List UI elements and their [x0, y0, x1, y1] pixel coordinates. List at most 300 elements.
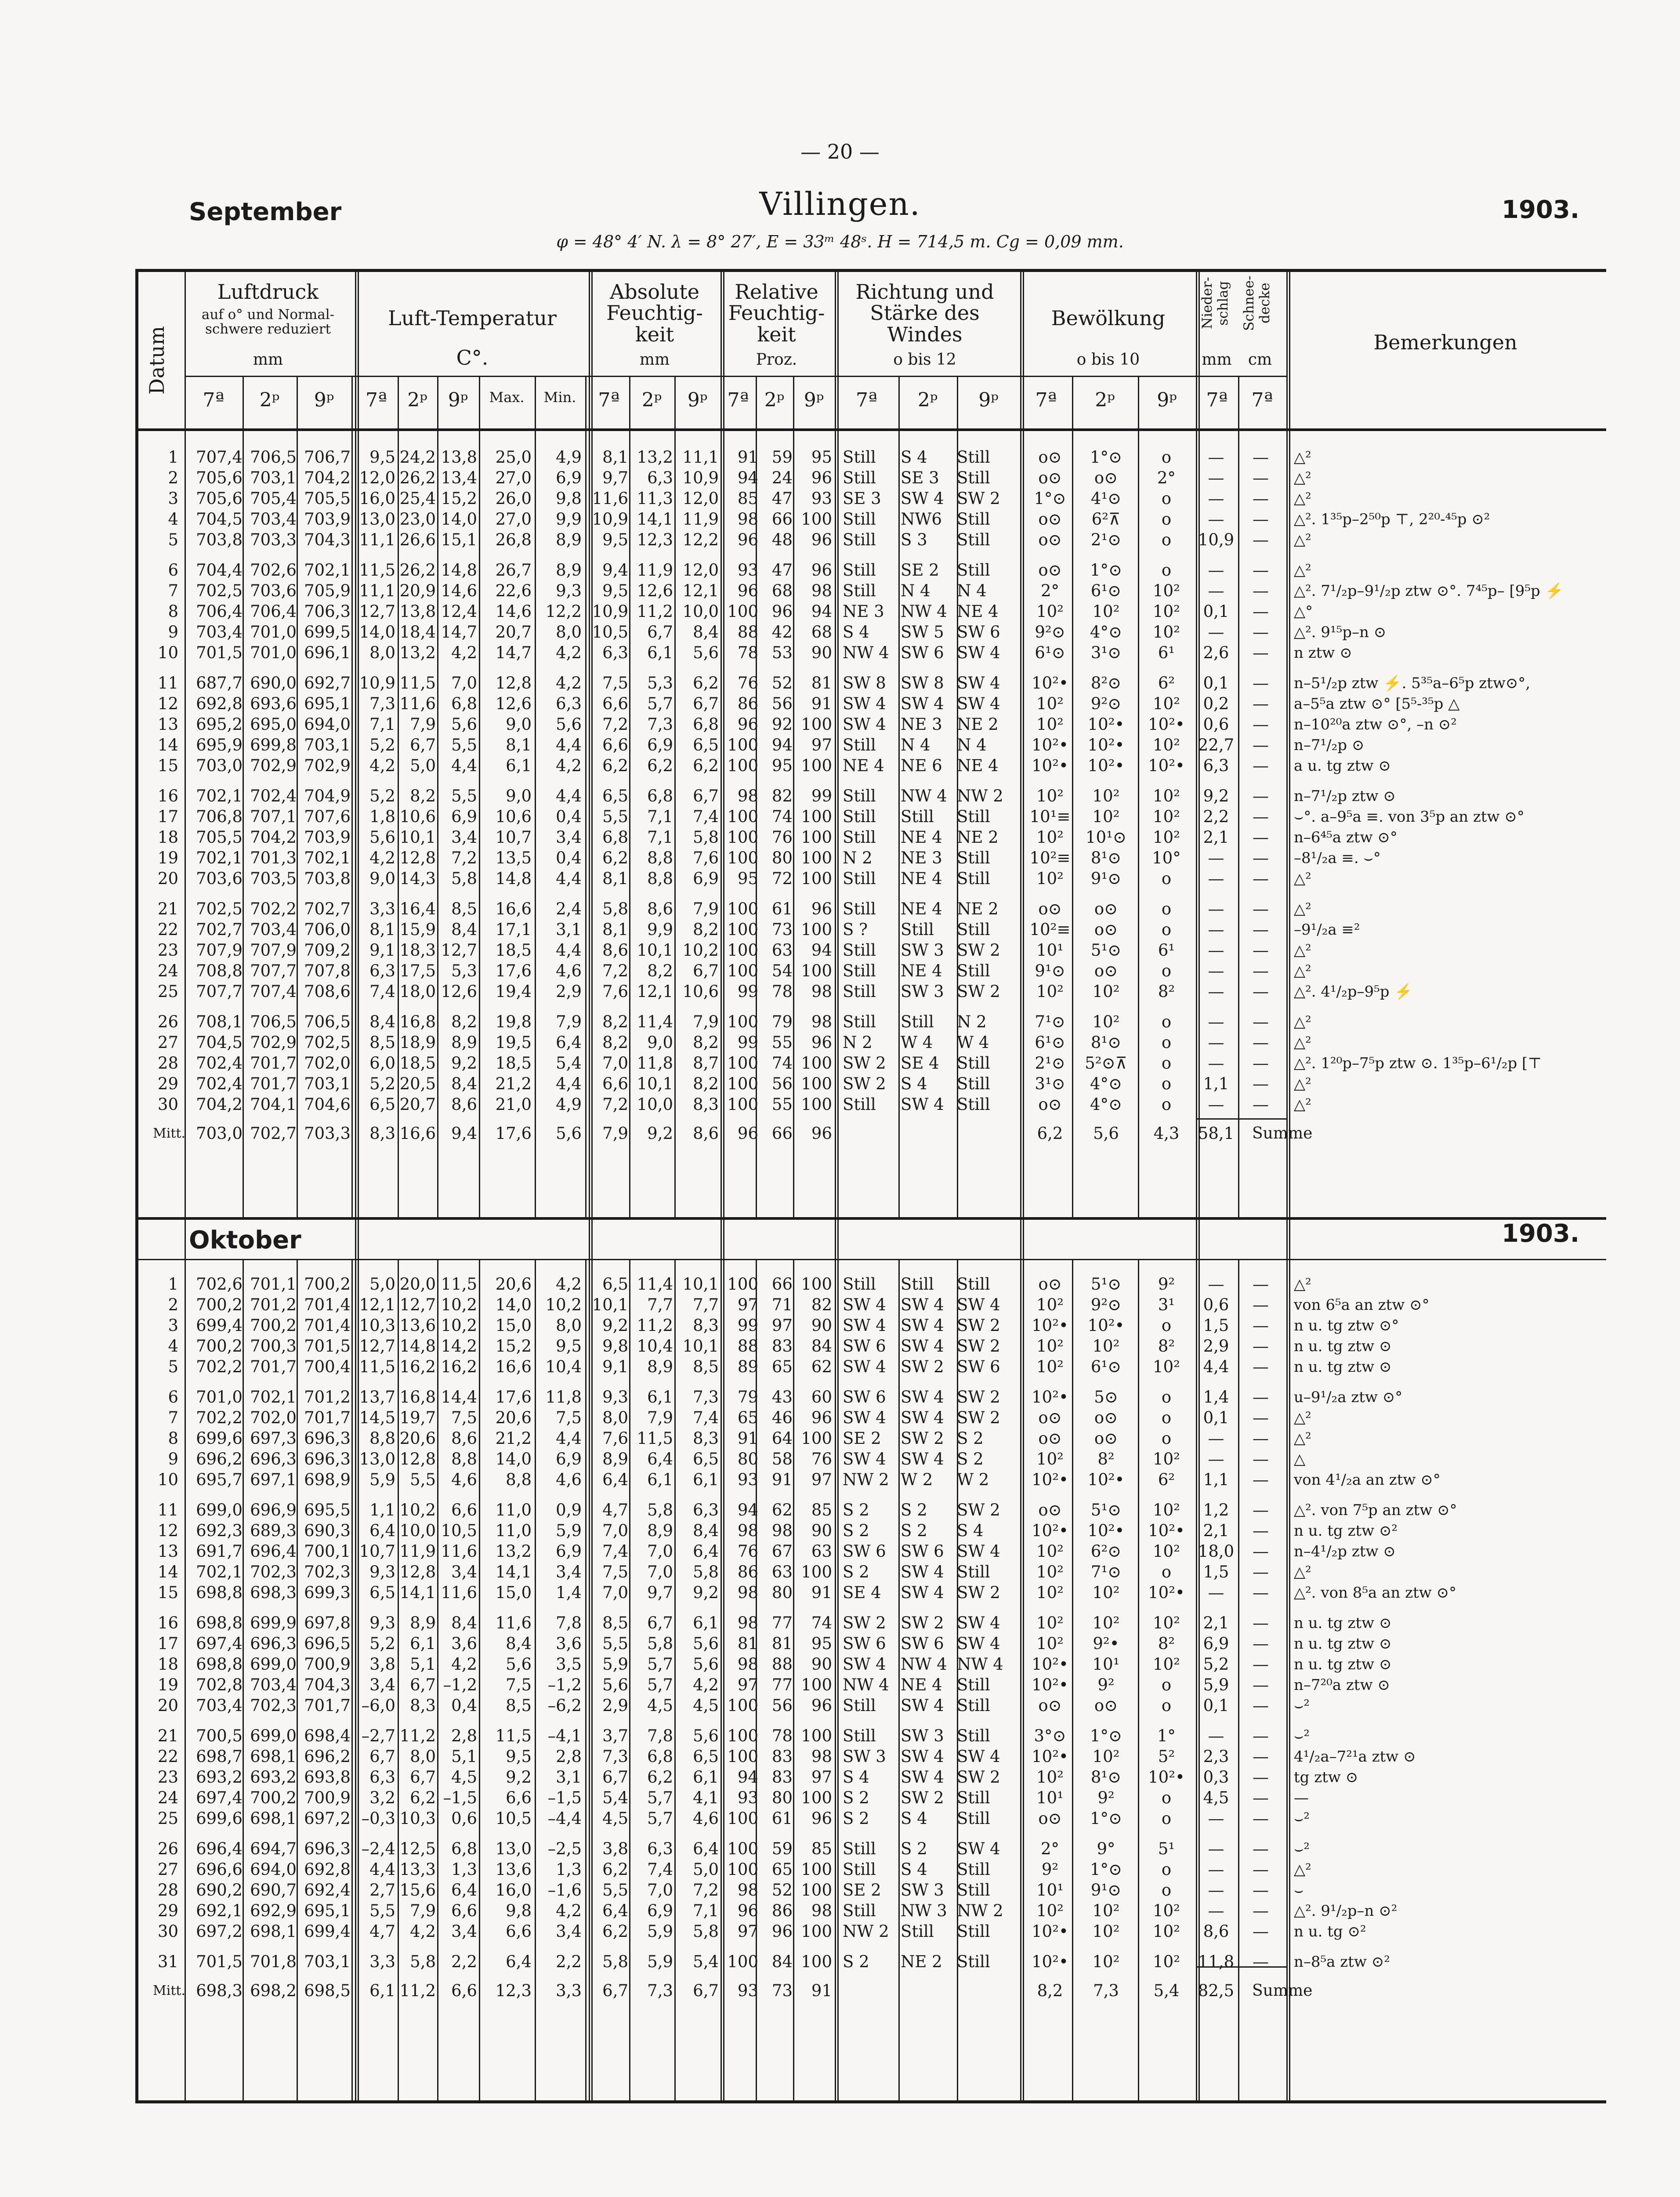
data-cell: 4,4 — [556, 787, 582, 805]
table-row — [0, 1921, 1680, 1942]
data-cell: 707,7 — [250, 961, 297, 980]
remark-cell: △² — [1294, 1034, 1311, 1051]
table-row — [0, 756, 1680, 776]
data-cell: Still — [901, 807, 934, 826]
data-cell: 2,7 — [369, 1881, 395, 1900]
data-cell: 697,2 — [196, 1922, 243, 1941]
data-cell: 6,4 — [556, 1033, 582, 1052]
mittel-cell: 6,6 — [451, 1981, 477, 2000]
data-cell: 6,9 — [556, 1542, 582, 1561]
day-cell: 5 — [168, 530, 178, 549]
data-cell: Still — [843, 1696, 876, 1715]
data-cell: o — [1161, 1696, 1172, 1715]
data-cell: 5,8 — [410, 1952, 436, 1971]
data-cell: 20,9 — [399, 581, 436, 600]
data-cell: — — [1208, 899, 1224, 918]
data-cell: 10² — [1092, 807, 1120, 826]
data-cell: 10² — [1036, 1295, 1064, 1314]
data-cell: 701,1 — [250, 1275, 297, 1294]
data-cell: 14,8 — [399, 1337, 436, 1356]
data-cell: 7,5 — [602, 674, 628, 692]
data-cell: 696,9 — [250, 1501, 297, 1519]
data-cell: 2,2 — [556, 1952, 582, 1971]
data-cell: 100 — [801, 1922, 832, 1941]
data-cell: –6,0 — [361, 1696, 395, 1715]
data-cell: 12,0 — [359, 468, 395, 487]
data-cell: 707,4 — [196, 448, 243, 467]
data-cell: 6,9 — [647, 736, 673, 754]
data-cell: 15,6 — [399, 1881, 436, 1900]
data-cell: 10,6 — [495, 807, 532, 826]
data-cell: 10² — [1153, 602, 1180, 621]
data-cell: SW 4 — [957, 1613, 1000, 1632]
data-cell: S 4 — [901, 1074, 927, 1093]
data-cell: o — [1161, 869, 1172, 888]
remark-cell: △². 1²⁰p–7⁵p ztw ⊙. 1³⁵p–6¹/₂p [⊤ — [1294, 1055, 1542, 1072]
day-cell: 18 — [157, 1655, 178, 1674]
data-cell: 20,6 — [495, 1275, 532, 1294]
data-cell: 100 — [801, 920, 832, 939]
data-cell: — — [1208, 1012, 1224, 1031]
data-cell: 61 — [771, 899, 793, 918]
data-cell: 8,1 — [369, 920, 395, 939]
data-cell: 94 — [771, 736, 793, 754]
data-cell: 701,7 — [250, 1054, 297, 1073]
data-cell: 7,5 — [556, 1408, 582, 1427]
table-row — [0, 940, 1680, 961]
data-cell: NW 4 — [957, 1655, 1003, 1674]
data-cell: 6,5 — [693, 1450, 719, 1468]
data-cell: 6¹⊙ — [1035, 643, 1065, 662]
data-cell: 4,4 — [556, 869, 582, 888]
data-cell: 4,2 — [451, 643, 477, 662]
data-cell: 701,7 — [304, 1408, 351, 1427]
data-cell: 83 — [771, 1337, 793, 1356]
data-cell: 10²• — [1148, 756, 1185, 775]
day-cell: 1 — [168, 1275, 178, 1294]
data-cell: NW 2 — [957, 787, 1003, 805]
data-cell: 10²• — [1032, 1521, 1068, 1540]
data-cell: 13,2 — [637, 448, 673, 467]
data-cell: S 2 — [843, 1809, 869, 1828]
data-cell: 10²• — [1087, 715, 1125, 734]
data-cell: 13,2 — [495, 1542, 532, 1561]
data-cell: 10² — [1092, 602, 1120, 621]
data-cell: 8² — [1158, 1337, 1175, 1356]
data-cell: SW 4 — [957, 674, 1000, 692]
day-cell: 12 — [157, 1521, 178, 1540]
remark-cell: △² — [1294, 469, 1311, 487]
data-cell: 17,6 — [495, 1388, 532, 1407]
mittel-row — [0, 1981, 1680, 2001]
data-cell: 100 — [727, 1809, 758, 1828]
data-cell: o — [1161, 1316, 1172, 1335]
remark-cell: △². 9¹⁵p–n ⊙ — [1294, 624, 1387, 641]
data-cell: 702,2 — [250, 899, 297, 918]
data-cell: 8,2 — [693, 1033, 719, 1052]
data-cell: 9² — [1097, 1788, 1115, 1807]
data-cell: 100 — [727, 1275, 758, 1294]
data-cell: 99 — [737, 1316, 758, 1335]
data-cell: — — [1253, 1501, 1269, 1519]
data-cell: o⊙ — [1094, 961, 1118, 980]
data-cell: 6,8 — [647, 1747, 673, 1766]
data-cell: SE 2 — [843, 1881, 881, 1900]
data-cell: 11,1 — [359, 530, 395, 549]
data-cell: 1,5 — [1203, 1563, 1229, 1581]
data-cell: 18,3 — [399, 941, 436, 960]
data-cell: 9,8 — [556, 489, 582, 508]
data-cell: 9² — [1041, 1860, 1059, 1879]
data-cell: SW 4 — [901, 1337, 944, 1356]
data-cell: 4°⊙ — [1090, 1074, 1122, 1093]
data-cell: 66 — [771, 510, 793, 529]
data-cell: o — [1161, 1429, 1172, 1448]
data-cell: 6,7 — [410, 1768, 436, 1787]
data-cell: 6,1 — [693, 1768, 719, 1787]
data-cell: 695,5 — [304, 1501, 351, 1519]
day-cell: 19 — [157, 848, 178, 867]
data-cell: 10² — [1036, 982, 1064, 1001]
data-cell: o — [1161, 1408, 1172, 1427]
data-cell: 98 — [811, 1901, 832, 1920]
table-row — [0, 602, 1680, 622]
data-cell: 704,2 — [304, 468, 351, 487]
data-cell: 6,2 — [647, 756, 673, 775]
data-cell: 2,4 — [556, 899, 582, 918]
data-cell: o — [1161, 530, 1172, 549]
day-cell: 22 — [157, 1747, 178, 1766]
data-cell: 85 — [811, 1839, 832, 1858]
table-row — [0, 530, 1680, 550]
table-row — [0, 1726, 1680, 1746]
remark-cell: △² — [1294, 1276, 1311, 1293]
data-cell: 706,5 — [250, 1012, 297, 1031]
data-cell: — — [1253, 1357, 1269, 1376]
remark-cell: –9¹/₂a ≡² — [1294, 921, 1360, 939]
data-cell: 702,0 — [250, 1408, 297, 1427]
data-cell: o — [1161, 1675, 1172, 1694]
data-cell: 707,8 — [304, 961, 351, 980]
data-cell: 14,8 — [441, 561, 477, 580]
data-cell: 8,4 — [693, 1521, 719, 1540]
data-cell: Still — [843, 448, 876, 467]
data-cell: 5,6 — [556, 715, 582, 734]
data-cell: 10² — [1036, 1563, 1064, 1581]
data-cell: 5²⊙⊼ — [1085, 1054, 1127, 1073]
data-cell: 10²• — [1032, 756, 1068, 775]
data-cell: 14,4 — [441, 1388, 477, 1407]
data-cell: 4,2 — [556, 674, 582, 692]
data-cell: 692,3 — [196, 1521, 243, 1540]
data-cell: 4,4 — [556, 736, 582, 754]
data-cell: 2,6 — [1203, 643, 1229, 662]
mittel-cell: 91 — [811, 1981, 832, 2000]
data-cell: 5,6 — [693, 643, 719, 662]
data-cell: 10° — [1152, 848, 1181, 867]
data-cell: 10¹ — [1036, 941, 1064, 960]
data-cell: 705,6 — [196, 468, 243, 487]
data-cell: 10²• — [1148, 1521, 1185, 1540]
subheader-t7: 7ª — [727, 389, 749, 411]
data-cell: SW 4 — [843, 715, 886, 734]
data-cell: 702,2 — [196, 1357, 243, 1376]
data-cell: NE 3 — [843, 602, 884, 621]
data-cell: 10² — [1092, 1012, 1120, 1031]
day-cell: 24 — [157, 961, 178, 980]
subheader-t7: 7ª — [856, 389, 877, 411]
data-cell: 7¹⊙ — [1090, 1563, 1122, 1581]
data-cell: 6,2 — [602, 1860, 628, 1879]
data-cell: SW 6 — [901, 643, 944, 662]
data-cell: 5,5 — [451, 736, 477, 754]
data-cell: 13,0 — [359, 1450, 395, 1468]
data-cell: 6,8 — [451, 1839, 477, 1858]
remark-cell: n–7¹/₂p ⊙ — [1294, 736, 1365, 754]
data-cell: 705,9 — [304, 581, 351, 600]
data-cell: 11,6 — [441, 1542, 477, 1561]
data-cell: 698,4 — [304, 1726, 351, 1745]
data-cell: 97 — [811, 736, 832, 754]
data-cell: 4,6 — [451, 1470, 477, 1489]
data-cell: 5,4 — [556, 1054, 582, 1073]
data-cell: 21,2 — [495, 1074, 532, 1093]
mittel-cell: 6,2 — [1037, 1124, 1063, 1143]
data-cell: o — [1161, 1054, 1172, 1073]
data-cell: –1,2 — [547, 1675, 582, 1694]
data-cell: 94 — [737, 1768, 758, 1787]
data-cell: SW 4 — [843, 1655, 886, 1674]
data-cell: 701,3 — [250, 848, 297, 867]
data-cell: 11,8 — [545, 1388, 582, 1407]
data-cell: 82 — [771, 787, 793, 805]
data-cell: 98 — [811, 1747, 832, 1766]
table-row — [0, 1654, 1680, 1675]
data-cell: 91 — [811, 694, 832, 713]
data-cell: 6,6 — [506, 1788, 532, 1807]
data-cell: NW 2 — [843, 1922, 889, 1941]
data-cell: 100 — [801, 1563, 832, 1581]
data-cell: 11,3 — [637, 489, 673, 508]
table-row — [0, 1053, 1680, 1073]
data-cell: SW 4 — [901, 694, 944, 713]
data-cell: — — [1253, 1033, 1269, 1052]
mittel-cell: 73 — [771, 1981, 793, 2000]
remark-cell: ⌣°. a–9⁵a ≡. von 3⁵p an ztw ⊙° — [1294, 808, 1524, 826]
data-cell: 12,1 — [359, 1295, 395, 1314]
data-cell: 4,5 — [451, 1768, 477, 1787]
data-cell: 5,9 — [647, 1952, 673, 1971]
table-row — [0, 1274, 1680, 1294]
data-cell: 1,5 — [1203, 1316, 1229, 1335]
data-cell: SW 2 — [843, 1054, 886, 1073]
data-cell: 687,7 — [196, 674, 243, 692]
data-cell: 694,0 — [304, 715, 351, 734]
data-cell: 702,4 — [250, 787, 297, 805]
data-cell: 5,3 — [451, 961, 477, 980]
header-bewoelkung-unit: o bis 10 — [1076, 351, 1140, 369]
data-cell: 10² — [1153, 623, 1180, 642]
data-cell: 2,8 — [451, 1726, 477, 1745]
data-cell: 20,7 — [399, 1095, 436, 1114]
data-cell: — — [1253, 623, 1269, 642]
header-bemerkungen: Bemerkungen — [1373, 330, 1517, 354]
data-cell: 8,9 — [410, 1613, 436, 1632]
table-row — [0, 1428, 1680, 1449]
data-cell: NW 4 — [843, 1675, 889, 1694]
data-cell: 100 — [727, 1012, 758, 1031]
data-cell: 692,9 — [250, 1901, 297, 1920]
data-cell: 82 — [811, 1295, 832, 1314]
data-cell: 4,5 — [1203, 1788, 1229, 1807]
data-cell: 5,5 — [602, 807, 628, 826]
data-cell: — — [1253, 1675, 1269, 1694]
data-cell: 692,1 — [196, 1901, 243, 1920]
data-cell: 10² — [1153, 828, 1180, 847]
data-cell: NE 6 — [901, 756, 942, 775]
data-cell: N 4 — [901, 736, 931, 754]
data-cell: 8,0 — [410, 1747, 436, 1766]
data-cell: 5,8 — [693, 1563, 719, 1581]
remark-cell: n–8⁵a ztw ⊙² — [1294, 1953, 1390, 1971]
data-cell: 8,3 — [693, 1095, 719, 1114]
mittel-label: Mitt. — [153, 1983, 185, 1998]
data-cell: 706,5 — [304, 1012, 351, 1031]
subheader-t2: 2ᵖ — [259, 389, 280, 411]
data-cell: 6,7 — [693, 961, 719, 980]
data-cell: 5,9 — [647, 1922, 673, 1941]
data-cell: 94 — [811, 941, 832, 960]
data-cell: 98 — [811, 1012, 832, 1031]
data-cell: 7,0 — [602, 1521, 628, 1540]
data-cell: 15,1 — [441, 530, 477, 549]
data-cell: 12,6 — [637, 581, 673, 600]
data-cell: 88 — [737, 1337, 758, 1356]
data-cell: NW 3 — [901, 1901, 947, 1920]
mittel-cell: 698,5 — [304, 1981, 351, 2000]
data-cell: SW 4 — [901, 1747, 944, 1766]
data-cell: SW 8 — [843, 674, 886, 692]
data-cell: 6,2 — [602, 848, 628, 867]
table-row — [0, 1583, 1680, 1603]
data-cell: 8,5 — [506, 1696, 532, 1715]
data-cell: 100 — [727, 1726, 758, 1745]
data-cell: 4,6 — [556, 1470, 582, 1489]
subheader-t2: 2ᵖ — [917, 389, 938, 411]
data-cell: 6²⊼ — [1091, 510, 1121, 529]
day-cell: 29 — [157, 1901, 178, 1920]
data-cell: 2,9 — [1203, 1337, 1229, 1356]
data-cell: 700,2 — [304, 1275, 351, 1294]
subheader-t2: 2ᵖ — [764, 389, 785, 411]
data-cell: 19,7 — [399, 1408, 436, 1427]
data-cell: — — [1208, 1450, 1224, 1468]
day-cell: 28 — [157, 1881, 178, 1900]
data-cell: 6,7 — [410, 736, 436, 754]
data-cell: 5,0 — [369, 1275, 395, 1294]
data-cell: 2,1 — [1203, 828, 1229, 847]
data-cell: 5,9 — [602, 1655, 628, 1674]
data-cell: 5,3 — [647, 674, 673, 692]
table-row — [0, 714, 1680, 735]
mittel-row — [0, 1124, 1680, 1144]
data-cell: 6,7 — [647, 1613, 673, 1632]
data-cell: 8,6 — [647, 899, 673, 918]
data-cell: — — [1208, 920, 1224, 939]
data-cell: — — [1253, 1634, 1269, 1653]
data-cell: — — [1253, 1408, 1269, 1427]
day-cell: 21 — [157, 1726, 178, 1745]
header-bottom-rule — [135, 428, 1606, 431]
data-cell: 10¹ — [1036, 1788, 1064, 1807]
data-cell: 10² — [1036, 828, 1064, 847]
data-cell: — — [1253, 920, 1269, 939]
subheader-min: Min. — [543, 389, 576, 406]
data-cell: Still — [901, 920, 934, 939]
data-cell: 9,5 — [506, 1747, 532, 1766]
data-cell: 4,9 — [556, 448, 582, 467]
data-cell: 11,1 — [682, 448, 719, 467]
data-cell: 23,0 — [399, 510, 436, 529]
data-cell: o — [1161, 561, 1172, 580]
day-cell: 2 — [168, 1295, 178, 1314]
data-cell: 9,0 — [369, 869, 395, 888]
data-cell: 86 — [737, 694, 758, 713]
remark-cell: △² — [1294, 1013, 1311, 1031]
data-cell: o — [1161, 961, 1172, 980]
data-cell: 8,1 — [602, 869, 628, 888]
data-cell: 2° — [1157, 468, 1176, 487]
data-cell: 702,4 — [196, 1074, 243, 1093]
data-cell: 704,1 — [250, 1095, 297, 1114]
data-cell: 8,8 — [451, 1450, 477, 1468]
data-cell: 8,5 — [693, 1357, 719, 1376]
data-cell: 7,3 — [602, 1747, 628, 1766]
table-row — [0, 920, 1680, 940]
data-cell: 26,7 — [495, 561, 532, 580]
data-cell: 100 — [727, 602, 758, 621]
data-cell: — — [1253, 736, 1269, 754]
data-cell: 8² — [1097, 1450, 1115, 1468]
table-row — [0, 827, 1680, 848]
data-cell: 706,5 — [250, 448, 297, 467]
day-cell: 9 — [168, 623, 178, 642]
data-cell: 709,2 — [304, 941, 351, 960]
data-cell: 15,2 — [441, 489, 477, 508]
data-cell: 10² — [1036, 602, 1064, 621]
data-cell: 6,1 — [410, 1634, 436, 1653]
remark-cell: △² — [1294, 1430, 1311, 1447]
data-cell: 97 — [737, 1922, 758, 1941]
data-cell: 100 — [801, 1074, 832, 1093]
mittel-cell: 93 — [737, 1981, 758, 2000]
data-cell: SW 2 — [957, 1583, 1000, 1602]
remark-cell: n–6⁴⁵a ztw ⊙° — [1294, 829, 1398, 846]
data-cell: 19,5 — [495, 1033, 532, 1052]
data-cell: 100 — [727, 1952, 758, 1971]
data-cell: 3,6 — [556, 1634, 582, 1653]
data-cell: 11,1 — [359, 581, 395, 600]
data-cell: 12,7 — [359, 1337, 395, 1356]
data-cell: W 4 — [957, 1033, 989, 1052]
data-cell: SW 3 — [901, 982, 944, 1001]
data-cell: 6,9 — [647, 1901, 673, 1920]
data-cell: 699,5 — [304, 623, 351, 642]
data-cell: 76 — [811, 1450, 832, 1468]
data-cell: 3,1 — [556, 1768, 582, 1787]
data-cell: NE 2 — [957, 715, 999, 734]
data-cell: 14,5 — [359, 1408, 395, 1427]
